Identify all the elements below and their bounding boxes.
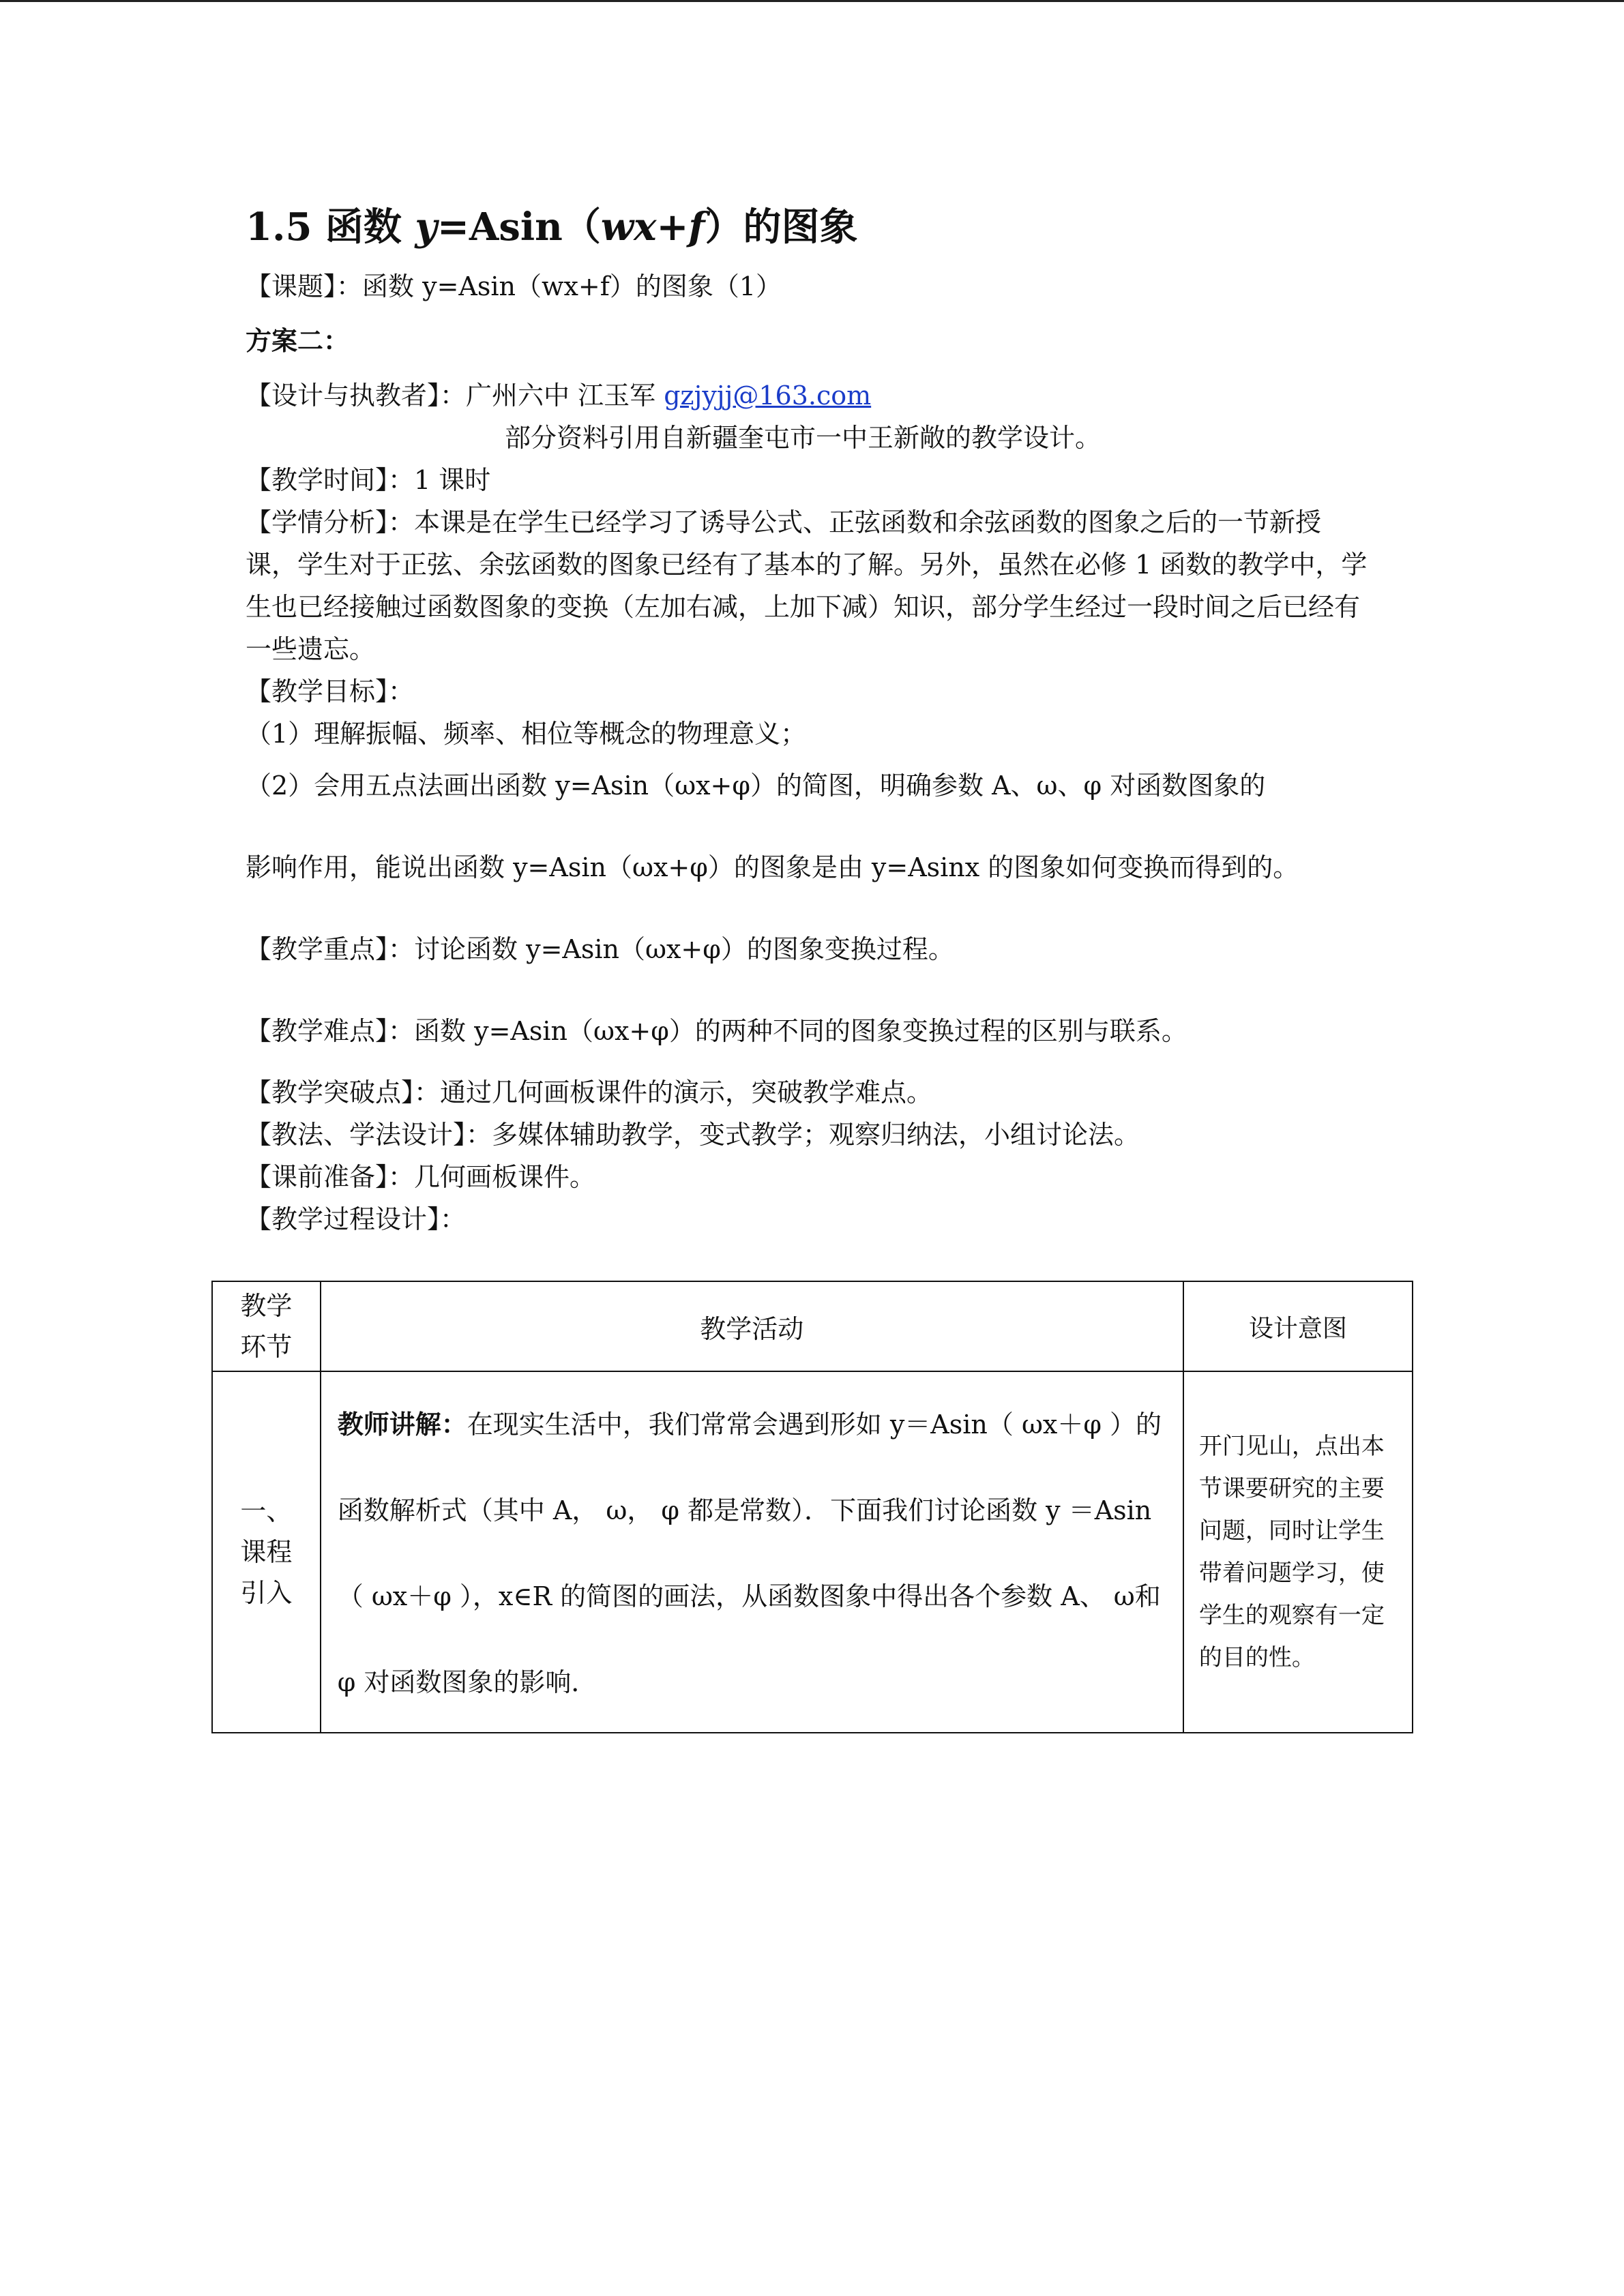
prep-line: 【课前准备】：几何画板课件。 [246,1162,596,1193]
email-link[interactable]: gzjyjj@163.com [664,381,872,411]
analysis-paragraph: 【学情分析】：本课是在学生已经学习了诱导公式、正弦函数和余弦函数的图象之后的一节新授课，学生对于正弦、余弦函数的图象已经有了基本的了解。另外，虽然在必修 1 函数的教学中，学生也已经接触过函数图象的变换（左加右减，上加下减）知识，部分学生经过一段时间之后已经有一些遗忘。 [246,507,1368,665]
plan-heading: 方案二： [246,325,350,357]
table-header-row [212,1281,1413,1371]
time-line: 【教学时间】：1 课时 [246,465,491,496]
stage-cell: 一、 课程 引入 [212,1371,321,1733]
goal-2-cont: 影响作用，能说出函数 y=Asin（ωx+φ）的图象是由 y=Asinx 的图象如何变换而得到的。 [246,852,1299,883]
header-activity: 教学活动 [321,1281,1183,1371]
page-top-border [0,0,1624,2]
breakthrough-line: 【教学突破点】：通过几何画板课件的演示，突破教学难点。 [246,1077,933,1108]
teaching-process-table [211,1281,1413,1733]
document-body [246,205,1419,1240]
table-row [212,1371,1413,1733]
header-intent: 设计意图 [1183,1281,1413,1371]
key-point-line: 【教学重点】：讨论函数 y=Asin（ωx+φ）的图象变换过程。 [246,934,954,965]
goal-line: 【教学目标】： [246,676,415,707]
activity-cell: 教师讲解：在现实生活中，我们常常会遇到形如 y＝Asin（ ωx＋φ ）的函数解析式（其中 A， ω， φ 都是常数）．下面我们讨论函数 y ＝Asin（ ωx＋φ ），x∈R 的简图的画法，从函数图象中得出各个参数 A、 ω和 φ 对函数图象的影响． [321,1371,1183,1733]
goal-1: （1）理解振幅、频率、相位等概念的物理意义； [246,719,807,749]
difficulty-line: 【教学难点】：函数 y=Asin（ωx+φ）的两种不同的图象变换过程的区别与联系。 [246,1016,1187,1047]
header-stage: 教学 环节 [212,1281,321,1371]
method-line: 【教法、学法设计】：多媒体辅助教学，变式教学；观察归纳法，小组讨论法。 [246,1120,1140,1150]
source-note: 部分资料引用自新疆奎屯市一中王新敞的教学设计。 [505,423,1102,453]
process-line: 【教学过程设计】： [246,1204,467,1235]
designer-line: 【设计与执教者】：广州六中 江玉军 gzjyjj@163.com [246,381,872,411]
topic-line: 【课题】：函数 y=Asin（wx+f）的图象（1） [246,271,782,302]
goal-2: （2）会用五点法画出函数 y=Asin（ωx+φ）的简图，明确参数 A、ω、φ 对函数图象的 [246,771,1266,801]
page-title: 1.5 函数 y=Asin（wx+f）的图象 [246,205,858,250]
intent-cell: 开门见山，点出本节课要研究的主要问题，同时让学生带着问题学习，使学生的观察有一定的目的性。 [1183,1371,1413,1733]
